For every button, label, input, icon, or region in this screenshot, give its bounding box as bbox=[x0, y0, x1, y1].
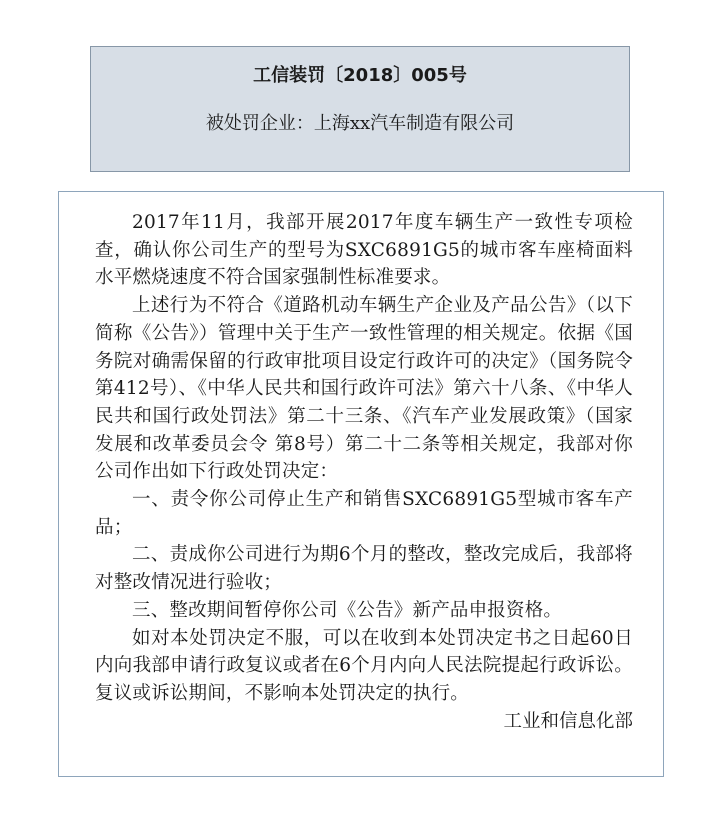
penalized-company: 被处罚企业：上海xx汽车制造有限公司 bbox=[205, 113, 515, 134]
document-header-box bbox=[90, 46, 630, 172]
paragraph-penalty-3: 三、整改期间暂停你公司《公告》新产品申报资格。 bbox=[132, 599, 563, 621]
document-number: 工信装罚〔2018〕005号 bbox=[253, 65, 467, 86]
decision-body-box bbox=[58, 191, 664, 777]
paragraph-appeal: 如对本处罚决定不服，可以在收到本处罚决定书之日起60日内向我部申请行政复议或者在6个月内向人民法院提起行政诉讼。复议或诉讼期间，不影响本处罚决定的执行。 bbox=[95, 627, 633, 704]
paragraph-legal-basis: 上述行为不符合《道路机动车辆生产企业及产品公告》（以下简称《公告》）管理中关于生产一致性管理的相关规定。依据《国务院对确需保留的行政审批项目设定行政许可的决定》（国务院令 第412号）、《中华人民共和国行政许可法》第六十八条、《中华人民共和国行政处罚法》第二十三条、《汽车产业发展政策》（国家发展和改革委员会令 第8号）第二十二条等相关规定，我部对你公司作出如下行政处罚决定： bbox=[95, 295, 633, 483]
paragraph-penalty-2: 二、责成你公司进行为期6个月的整改，整改完成后，我部将对整改情况进行验收； bbox=[95, 544, 633, 594]
paragraph-inspection: 2017年11月，我部开展2017年度车辆生产一致性专项检查，确认你公司生产的型号为SXC6891G5的城市客车座椅面料水平燃烧速度不符合国家强制性标准要求。 bbox=[95, 212, 633, 289]
paragraph-penalty-1: 一、责令你公司停止生产和销售SXC6891G5型城市客车产品； bbox=[95, 489, 633, 538]
decision-text bbox=[95, 209, 633, 735]
signature: 工业和信息化部 bbox=[503, 710, 633, 732]
